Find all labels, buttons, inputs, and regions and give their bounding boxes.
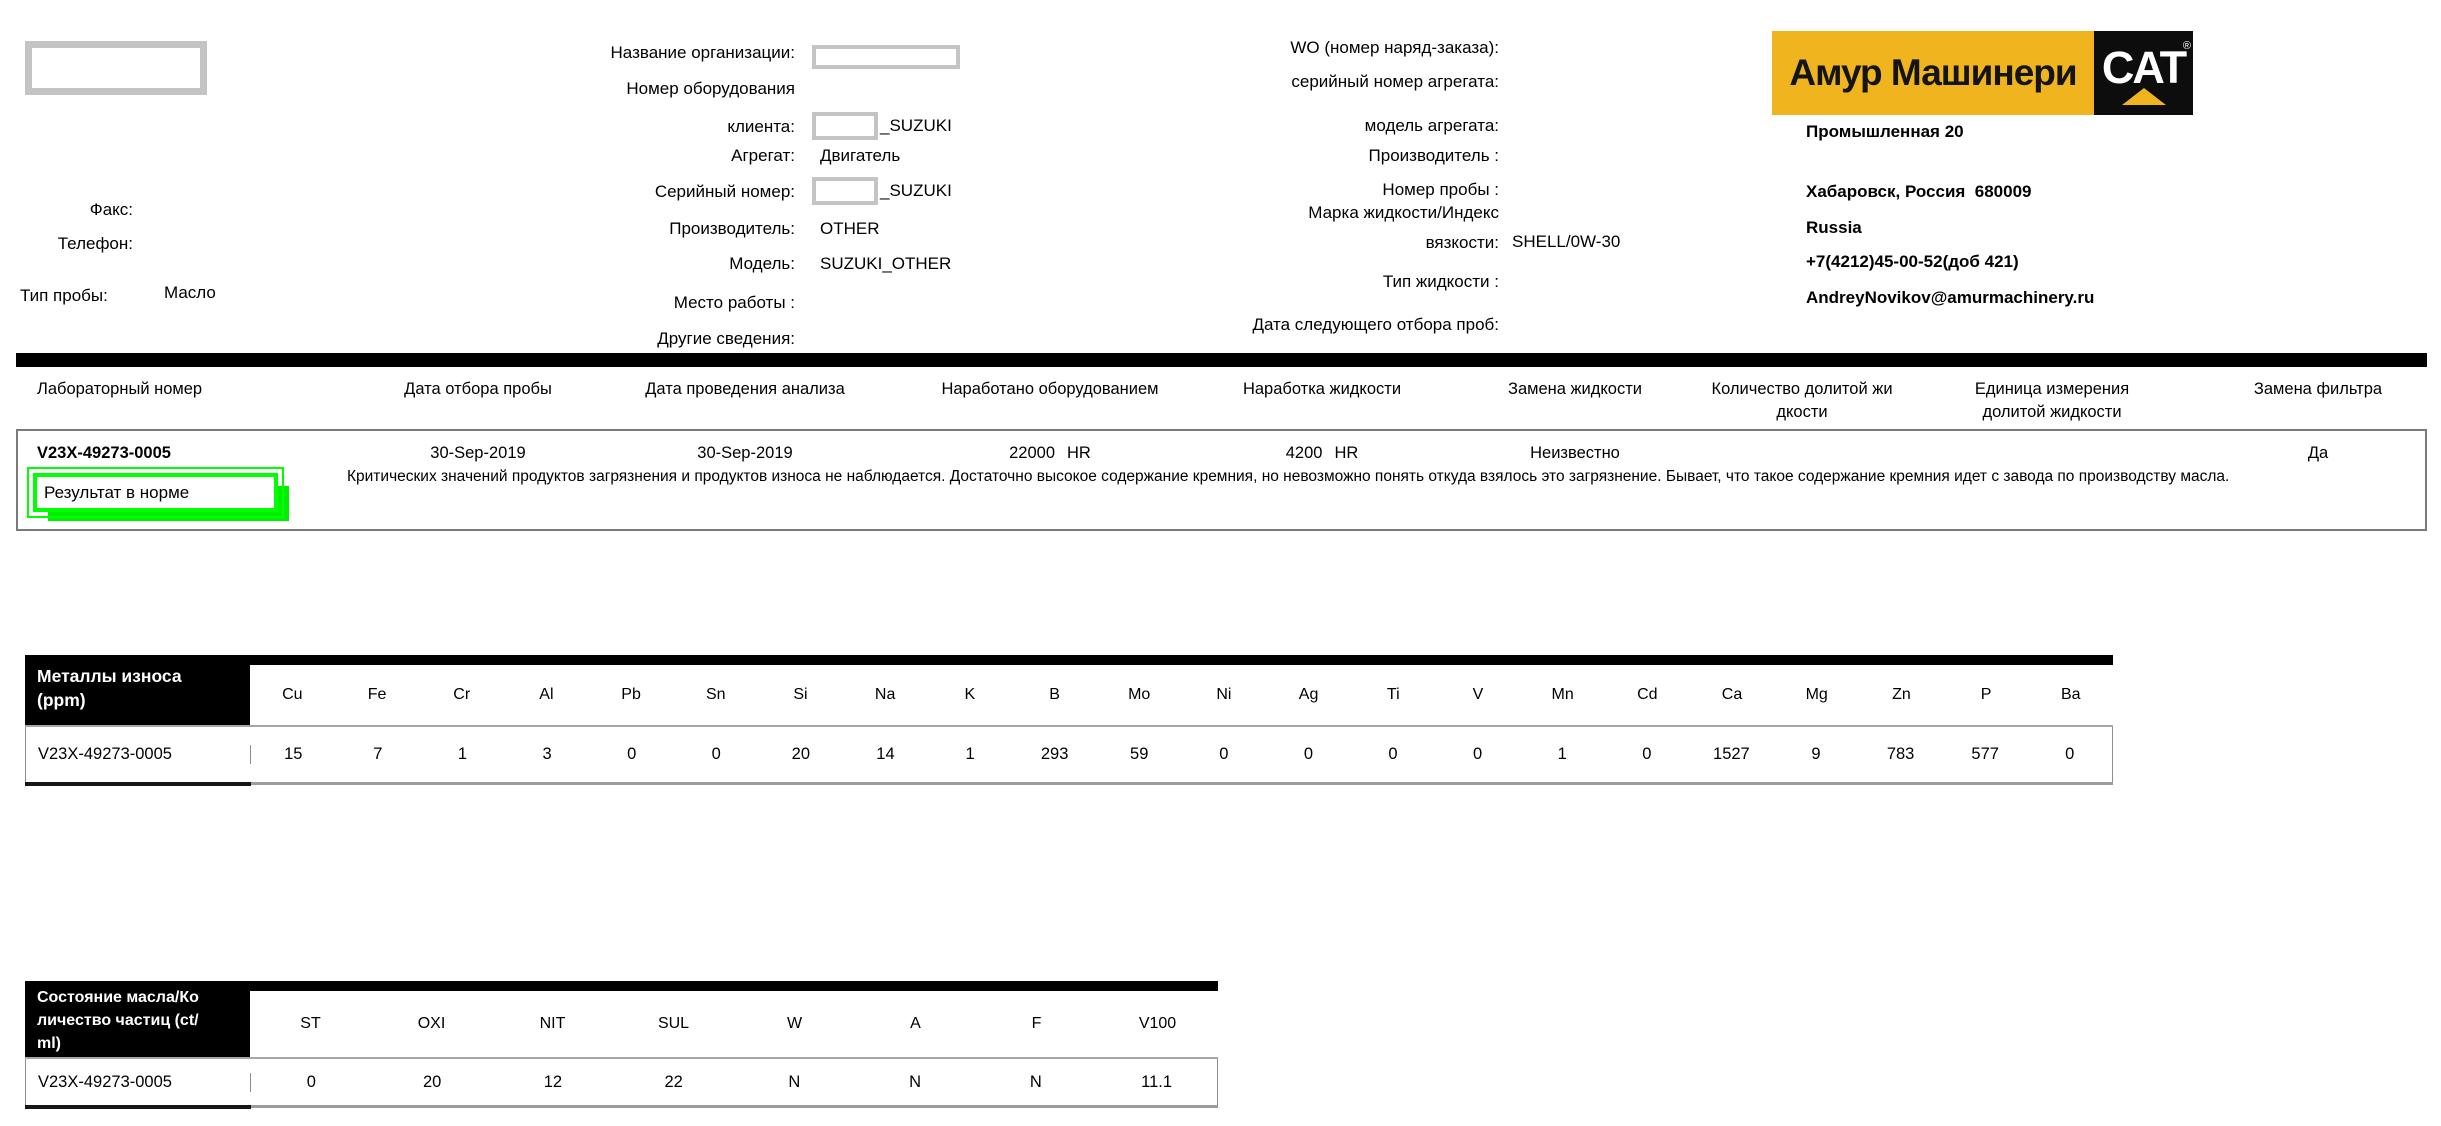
fluid-brand-value: SHELL/0W-30 xyxy=(1512,232,1621,251)
model-value: SUZUKI_OTHER xyxy=(820,254,952,273)
oil-condition-title-line1: Состояние масла/Ко xyxy=(37,989,199,1006)
result-status-badge xyxy=(33,473,278,512)
wear-metals-value: 0 xyxy=(1219,745,1229,763)
manufacturer-value: OTHER xyxy=(820,219,880,238)
wear-metals-row xyxy=(25,727,2113,782)
company-address-city: Хабаровск, Россия 680009 xyxy=(1806,182,2032,201)
col-filter-change: Замена фильтра xyxy=(2253,380,2383,398)
oil-condition-bottom-gray xyxy=(251,1105,1218,1108)
amur-machinery-logo xyxy=(1772,31,2193,115)
wear-metals-table xyxy=(25,655,2113,786)
serial-number-label: Серийный номер: xyxy=(654,182,795,201)
col-fluid-change: Замена жидкости xyxy=(1507,380,1643,398)
wear-metals-column-header: Sn xyxy=(705,686,726,703)
fluid-type-label: Тип жидкости : xyxy=(1382,272,1499,291)
fluid-change-value: Неизвестно xyxy=(1530,444,1620,462)
wear-metals-value: 1 xyxy=(457,745,468,763)
oil-condition-value: 12 xyxy=(543,1072,563,1091)
wear-metals-column-header: Si xyxy=(793,686,808,703)
oil-condition-column-header: ST xyxy=(300,1015,321,1032)
wear-metals-column-header: Ba xyxy=(2060,686,2081,703)
wear-metals-value: 3 xyxy=(542,745,552,763)
wear-metals-column-header: Na xyxy=(874,686,896,703)
wear-metals-column-header: Ag xyxy=(1298,686,1319,703)
wear-metals-column-header: Ti xyxy=(1386,686,1400,703)
wear-metals-column-header: K xyxy=(964,686,976,703)
col-added-fluid-unit-line1: Единица измерения xyxy=(1974,380,2130,398)
wear-metals-bottom-gray xyxy=(251,782,2113,785)
wear-metals-column-header: Mn xyxy=(1551,686,1574,703)
equipment-number-label-line2: клиента: xyxy=(727,117,795,136)
col-equipment-hours: Наработано оборудованием xyxy=(941,380,1159,398)
oil-condition-column-header: SUL xyxy=(657,1015,690,1032)
serial-number-redacted-value xyxy=(812,177,878,205)
oil-condition-column-header: NIT xyxy=(539,1015,566,1032)
wear-metals-value: 1 xyxy=(965,745,975,763)
logo-placeholder-box xyxy=(25,41,207,95)
section-divider-bar xyxy=(16,353,2427,367)
wear-metals-value: 0 xyxy=(1303,745,1314,763)
wear-metals-column-header: Al xyxy=(539,686,554,703)
wear-metals-column-header: Ni xyxy=(1216,686,1232,703)
result-status-text: Результат в норме xyxy=(44,482,190,502)
wear-metals-column-header: Pb xyxy=(621,686,641,703)
wear-metals-value: 577 xyxy=(1971,745,1999,763)
wear-metals-title-line2: (ppm) xyxy=(37,690,86,710)
col-lab-number: Лабораторный номер xyxy=(37,380,203,398)
sample-type-label: Тип пробы: xyxy=(20,286,108,305)
phone-label: Телефон: xyxy=(57,234,133,253)
wear-metals-values xyxy=(251,745,2112,764)
col-added-fluid-qty-line2: дкости xyxy=(1776,403,1828,421)
sample-number-label: Номер пробы : xyxy=(1382,180,1499,199)
sample-date-value: 30-Sep-2019 xyxy=(430,444,526,462)
company-address-country: Russia xyxy=(1806,218,1862,237)
company-email: AndreyNovikov@amurmachinery.ru xyxy=(1806,288,2095,307)
wear-metals-value: 0 xyxy=(1642,745,1652,763)
cat-logo-text: CAT xyxy=(2101,42,2186,93)
oil-condition-column-header: OXI xyxy=(417,1015,446,1032)
org-name-redacted-value xyxy=(812,45,960,69)
wear-metals-value: 1527 xyxy=(1713,745,1750,763)
company-phone: +7(4212)45-00-52(доб 421) xyxy=(1806,252,2019,271)
oil-condition-values xyxy=(251,1073,1217,1092)
col-analysis-date: Дата проведения анализа xyxy=(645,380,845,398)
oil-condition-column-header: W xyxy=(786,1015,803,1032)
col-added-fluid-qty-line1: Количество долитой жи xyxy=(1711,380,1893,398)
wear-metals-value: 783 xyxy=(1886,745,1915,763)
col-fluid-hours: Наработка жидкости xyxy=(1242,380,1402,398)
wear-metals-title-line1: Металлы износа xyxy=(37,666,182,686)
equipment-hours-unit: HR xyxy=(1067,444,1091,462)
sample-lab-number: V23X-49273-0005 xyxy=(37,444,171,462)
wear-metals-value: 0 xyxy=(1473,745,1483,763)
next-sample-date-label: Дата следующего отбора проб: xyxy=(1252,315,1499,334)
equipment-number-value: _SUZUKI xyxy=(880,116,952,135)
amur-machinery-logo-text: Амур Машинери xyxy=(1789,52,2077,93)
right-manufacturer-label: Производитель : xyxy=(1368,146,1499,165)
oil-condition-title-line2: личество частиц (ct/ xyxy=(37,1012,199,1029)
wear-metals-column-header: Mg xyxy=(1805,686,1828,703)
wear-metals-value: 0 xyxy=(1388,745,1398,763)
wear-metals-header-row xyxy=(250,665,2113,725)
wear-metals-column-header: Ca xyxy=(1721,686,1743,703)
wear-metals-column-header: Cu xyxy=(282,686,303,703)
component-label: Агрегат: xyxy=(731,146,795,165)
oil-condition-title-line3: ml) xyxy=(37,1035,61,1052)
wear-metals-column-header: Mo xyxy=(1128,686,1151,703)
fluid-brand-label-line1: Марка жидкости/Индекс xyxy=(1308,203,1499,222)
other-info-label: Другие сведения: xyxy=(657,329,795,348)
wear-metals-column-header: B xyxy=(1049,686,1060,703)
cat-triangle-icon xyxy=(2122,88,2166,105)
manufacturer-label: Производитель: xyxy=(669,219,795,238)
equipment-number-label-line1: Номер оборудования xyxy=(626,79,795,98)
oil-condition-row-lab-number: V23X-49273-0005 xyxy=(26,1073,251,1092)
oil-condition-value: N xyxy=(788,1072,801,1091)
oil-condition-column-header: A xyxy=(910,1015,921,1032)
amur-machinery-wordmark xyxy=(1772,31,2094,115)
wear-metals-value: 15 xyxy=(284,745,303,763)
unit-serial-label: серийный номер агрегата: xyxy=(1291,72,1499,91)
cat-logo xyxy=(2094,31,2193,115)
wear-metals-column-header: Fe xyxy=(367,686,387,703)
oil-condition-value: 11.1 xyxy=(1141,1072,1173,1091)
registered-trademark-icon: ® xyxy=(2182,40,2191,52)
oil-condition-column-header: V100 xyxy=(1138,1015,1177,1032)
wear-metals-column-header: P xyxy=(1980,686,1992,703)
worksite-label: Место работы : xyxy=(673,293,795,312)
oil-condition-value: 22 xyxy=(664,1072,683,1091)
fluid-hours-number: 4200 xyxy=(1285,444,1323,462)
wear-metals-value: 1 xyxy=(1557,745,1567,763)
wear-metals-value: 9 xyxy=(1811,745,1821,763)
wear-metals-column-header: Cr xyxy=(453,686,471,703)
oil-condition-table xyxy=(25,981,1218,1109)
oil-condition-value: N xyxy=(1029,1072,1042,1091)
col-sample-date: Дата отбора пробы xyxy=(404,380,552,398)
oil-condition-value: N xyxy=(909,1072,922,1091)
col-added-fluid-unit-line2: долитой жидкости xyxy=(1982,403,2122,421)
wear-metals-row-lab-number: V23X-49273-0005 xyxy=(26,745,251,764)
wear-metals-value: 0 xyxy=(2065,745,2075,763)
equipment-hours-number: 22000 xyxy=(1009,444,1056,462)
analysis-comment: Критических значений продуктов загрязнения и продуктов износа не наблюдается. Достаточно высокое содержание кремния, но невозможно понять откуда взялось это загрязнение. Бывает, что такое содержание кремния идет с завода по производству масла. xyxy=(347,468,2230,485)
wear-metals-value: 293 xyxy=(1040,745,1069,763)
wear-metals-value: 20 xyxy=(791,745,811,763)
oil-condition-title xyxy=(25,981,250,1057)
equipment-hours-value xyxy=(915,443,1185,464)
oil-condition-value: 0 xyxy=(306,1072,316,1091)
oil-condition-bottom-dark xyxy=(25,1105,251,1109)
wear-metals-column-header: Zn xyxy=(1892,686,1911,703)
fax-label: Факс: xyxy=(89,200,133,219)
wear-metals-value: 0 xyxy=(627,745,637,763)
oil-condition-header-row xyxy=(250,991,1218,1057)
serial-number-value: _SUZUKI xyxy=(880,181,952,200)
sample-type-value: Масло xyxy=(164,283,216,302)
filter-change-value: Да xyxy=(2307,444,2329,462)
org-name-label: Название организации: xyxy=(610,43,795,62)
wear-metals-top-bar xyxy=(25,655,2113,665)
wear-metals-column-header: Cd xyxy=(1637,686,1658,703)
wear-metals-value: 59 xyxy=(1130,745,1149,763)
wo-label: WO (номер наряд-заказа): xyxy=(1290,38,1499,57)
oil-condition-row xyxy=(25,1059,1218,1105)
oil-condition-value: 20 xyxy=(422,1072,442,1091)
wear-metals-title xyxy=(25,655,250,725)
wear-metals-bottom-dark xyxy=(25,782,251,786)
wear-metals-column-header: V xyxy=(1472,686,1484,703)
unit-model-label: модель агрегата: xyxy=(1364,116,1499,135)
equipment-number-redacted-value xyxy=(812,112,878,140)
wear-metals-value: 7 xyxy=(373,745,383,763)
company-address-street: Промышленная 20 xyxy=(1806,122,1964,141)
fluid-hours-unit: HR xyxy=(1334,444,1359,462)
wear-metals-value: 14 xyxy=(876,745,895,763)
fluid-hours-value xyxy=(1192,443,1452,464)
oil-condition-column-header: F xyxy=(1031,1015,1042,1032)
component-value: Двигатель xyxy=(820,146,901,165)
fluid-brand-label-line2: вязкости: xyxy=(1425,233,1499,252)
model-label: Модель: xyxy=(729,254,795,273)
analysis-date-value: 30-Sep-2019 xyxy=(697,444,793,462)
wear-metals-value: 0 xyxy=(711,745,721,763)
